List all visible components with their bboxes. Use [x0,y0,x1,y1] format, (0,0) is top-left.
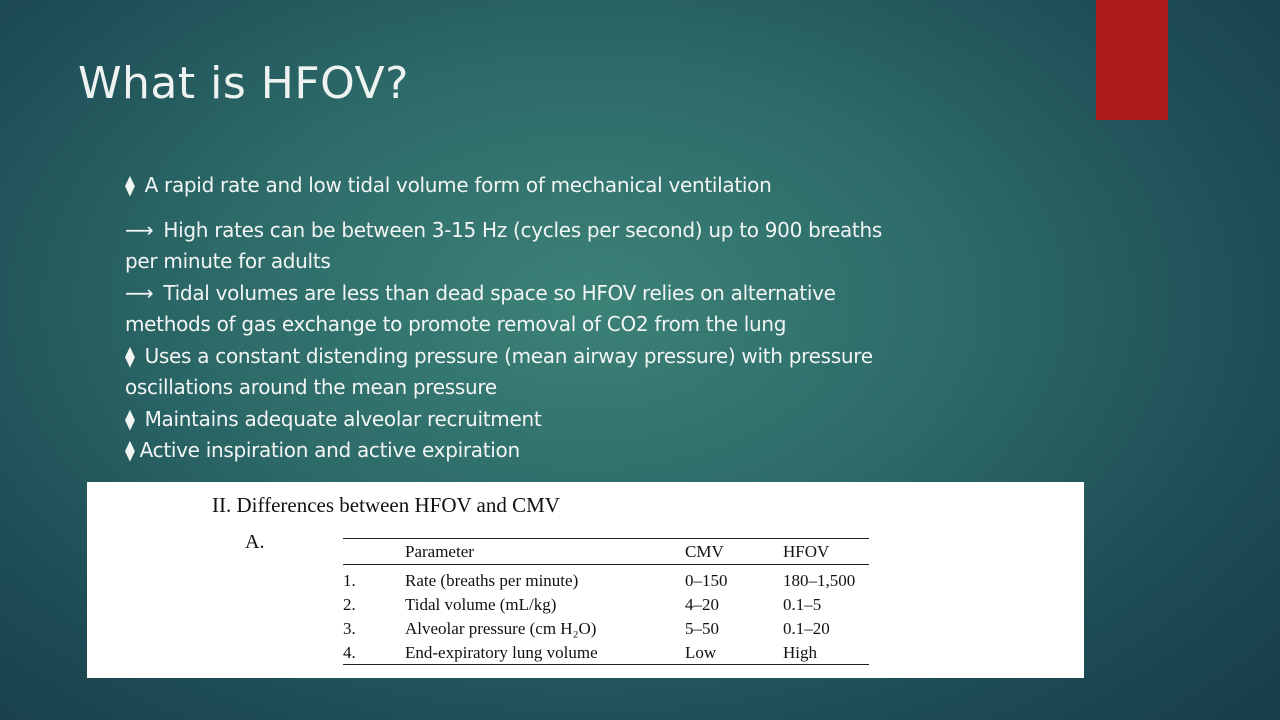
table-header-row [343,539,869,565]
parameter-cell: Rate (breaths per minute) [405,571,579,590]
table-row [343,616,869,640]
diamond-bullet-icon: ⧫ [125,173,135,197]
line-text: A rapid rate and low tidal volume form of mechanical ventilation [144,173,772,197]
parameter-cell: Tidal volume (mL/kg) [405,595,557,614]
bullet-line [125,170,1060,202]
row-number: 4. [343,643,356,662]
line-text: Maintains adequate alveolar recruitment [144,406,542,431]
row-number: 3. [343,619,356,638]
line-text: oscillations around the mean pressure [125,375,497,399]
figure-heading: II. Differences between HFOV and CMV [212,493,560,517]
slide-body [125,170,1060,467]
line-text: Active inspiration and active expiration [139,438,520,462]
accent-bar [1096,0,1168,120]
bullet-line [125,215,1060,247]
bullet-line [125,435,1060,467]
column-header: Parameter [405,539,685,565]
column-header: HFOV [783,539,869,565]
slide-title: What is HFOV? [78,58,409,109]
hfov-cell: 180–1,500 [783,571,856,590]
row-number: 1. [343,571,356,590]
parameter-cell: End-expiratory lung volume [405,643,598,662]
diamond-bullet-icon: ⧫ [125,438,135,462]
parameter-cell: Alveolar pressure (cm H₂O) [405,619,597,638]
arrow-bullet-icon: ⟶ [125,217,154,242]
continuation-line [125,309,1060,341]
line-text: Uses a constant distending pressure (mean airway pressure) with pressure [144,343,873,368]
bullet-line [125,404,1060,436]
table-row [343,592,869,616]
line-text: High rates can be between 3-15 Hz (cycles per second) up to 900 breaths [163,217,882,242]
line-text: per minute for adults [125,249,331,273]
table-row [343,640,869,665]
cmv-cell: 0–150 [685,571,728,590]
row-number: 2. [343,595,356,614]
line-text: Tidal volumes are less than dead space so HFOV relies on alternative [163,280,836,305]
hfov-cell: 0.1–5 [783,595,822,614]
cmv-cell: Low [685,643,717,662]
arrow-bullet-icon: ⟶ [125,280,154,305]
line-text: methods of gas exchange to promote removal of CO2 from the lung [125,312,787,336]
bullet-line [125,341,1060,373]
column-header [343,539,405,565]
hfov-cell: High [783,643,817,662]
diamond-bullet-icon: ⧫ [125,406,135,431]
diamond-bullet-icon: ⧫ [125,343,135,368]
cmv-cell: 4–20 [685,595,719,614]
continuation-line [125,372,1060,404]
bullet-line [125,278,1060,310]
table-row [343,565,869,593]
column-header: CMV [685,539,783,565]
continuation-line [125,246,1060,278]
hfov-cell: 0.1–20 [783,619,830,638]
cmv-cell: 5–50 [685,619,719,638]
table-image-panel [87,482,1084,678]
figure-sub-letter: A. [245,531,265,553]
comparison-table [343,538,869,665]
